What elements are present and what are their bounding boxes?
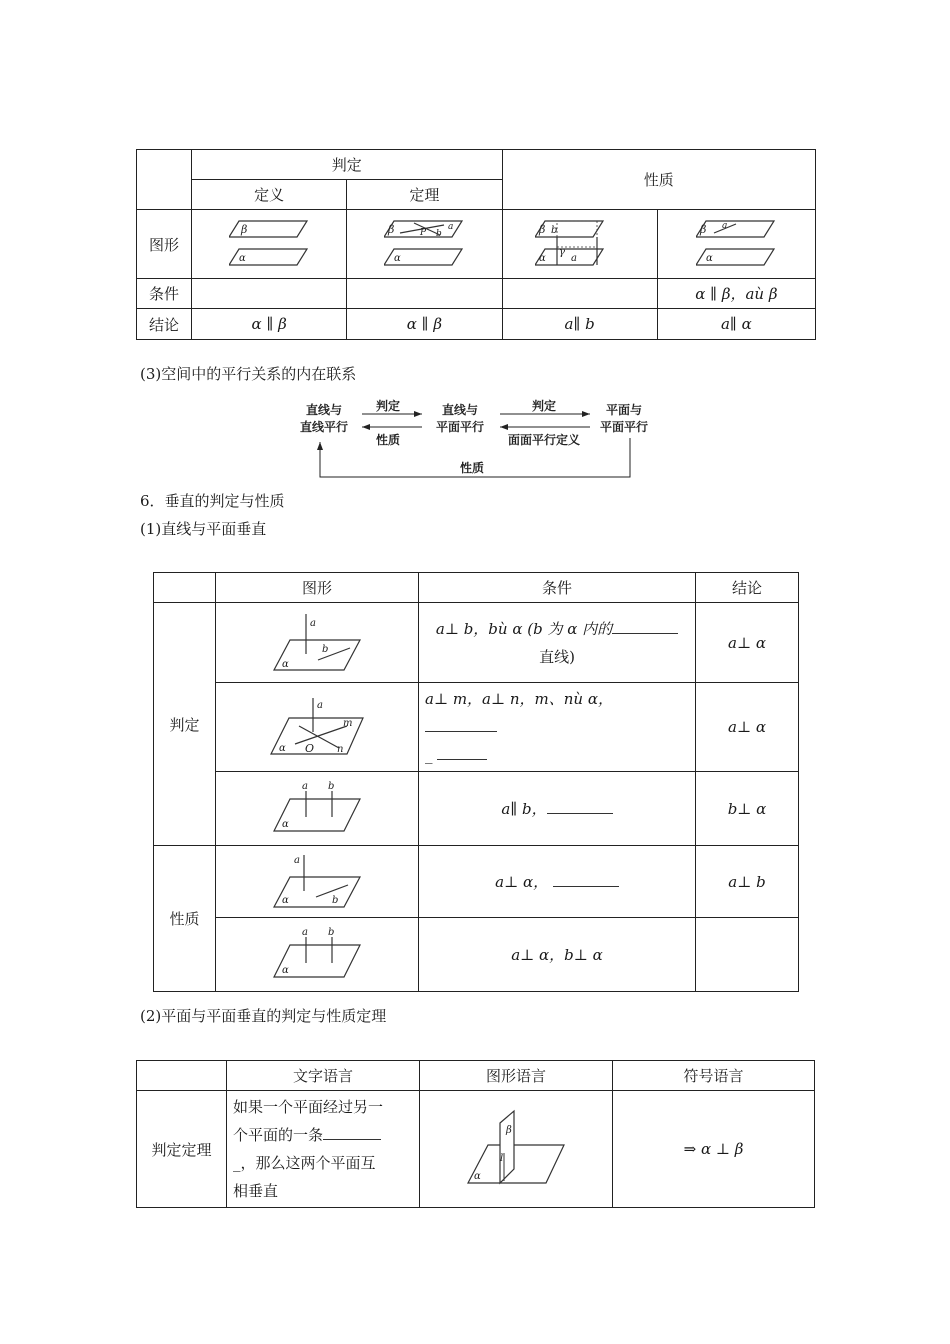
text-line-3: _，那么这两个平面互: [233, 1154, 376, 1172]
condition-text: a⊥ α，: [495, 873, 549, 891]
cond-definition: [192, 279, 347, 309]
label-O: O: [305, 742, 315, 755]
label-alpha: α: [282, 658, 289, 670]
answer-blank[interactable]: [612, 619, 678, 634]
group-judge: 判定: [154, 603, 216, 846]
condition-text: a⊥ b，bù α (b 为 α 内的: [435, 619, 613, 638]
conclusion-row-2: a⊥ α: [696, 683, 799, 772]
label-alpha: α: [239, 253, 246, 264]
answer-blank[interactable]: [553, 872, 619, 887]
label-a: a: [302, 926, 308, 938]
conclusion-row-3: b⊥ α: [696, 772, 799, 846]
label-gamma: γ: [558, 247, 565, 258]
section-3-title: (3)空间中的平行关系的内在联系: [140, 365, 357, 383]
arrow1-label-property: 性质: [376, 433, 401, 447]
header-figure: 图形: [216, 573, 419, 603]
label-a: a: [722, 221, 728, 231]
row-label-figure: 图形: [137, 210, 192, 279]
answer-blank[interactable]: [547, 799, 613, 814]
header-condition: 条件: [419, 573, 696, 603]
label-beta: β: [388, 223, 395, 236]
parallel-planes-property-figure: [535, 219, 625, 269]
figure-language-cell: [420, 1091, 613, 1208]
text-line-1: 如果一个平面经过另一: [233, 1098, 384, 1116]
answer-blank[interactable]: [425, 717, 497, 732]
line-perp-property-figure: [272, 853, 362, 911]
condition-row-2: [419, 683, 696, 772]
text-line-4: 相垂直: [233, 1182, 279, 1200]
concl-property-2: a∥ α: [657, 309, 815, 340]
concl-definition: α ∥ β: [192, 309, 347, 340]
figure-row-2: [216, 683, 419, 772]
header-definition: 定义: [192, 180, 347, 210]
header-text-language: 文字语言: [227, 1061, 420, 1091]
label-n: n: [337, 744, 344, 755]
label-alpha: α: [538, 253, 546, 264]
node-line-plane-1: 直线与: [442, 403, 479, 417]
header-figure-language: 图形语言: [420, 1061, 613, 1091]
line-perp-two-lines-figure: [269, 696, 365, 758]
node-line-line-2: 直线平行: [300, 420, 349, 434]
group-property: 性质: [154, 846, 216, 992]
conclusion-row-1: a⊥ α: [696, 603, 799, 683]
conclusion-row-5: [696, 918, 799, 992]
row-label-condition: 条件: [137, 279, 192, 309]
label-beta: β: [538, 223, 545, 236]
condition-row-4: [419, 846, 696, 918]
label-b: b: [550, 225, 558, 236]
corner-cell: [137, 150, 192, 210]
figure-property-1: [502, 210, 657, 279]
parallel-planes-figure: [229, 219, 309, 269]
header-conclusion: 结论: [696, 573, 799, 603]
label-alpha: α: [282, 894, 289, 906]
parallel-relation-flow-diagram: [296, 396, 666, 482]
cond-property-2: α ∥ β，aù β: [657, 279, 815, 309]
line-perp-figure: [272, 612, 362, 674]
label-a: a: [317, 700, 323, 711]
answer-blank[interactable]: [437, 745, 487, 760]
figure-definition: [192, 210, 347, 279]
figure-property-2: [657, 210, 815, 279]
label-b: b: [328, 926, 335, 938]
corner-cell: [137, 1061, 227, 1091]
figure-row-1: [216, 603, 419, 683]
label-a: a: [294, 854, 300, 866]
figure-row-3: [216, 772, 419, 846]
answer-blank[interactable]: [323, 1125, 381, 1140]
label-alpha: α: [474, 1171, 481, 1182]
cond-theorem: [347, 279, 502, 309]
row-label-judge-theorem: 判定定理: [137, 1091, 227, 1208]
arrow1-label-judge: 判定: [376, 399, 401, 413]
section-6-1-title: (1)直线与平面垂直: [140, 520, 267, 538]
parallel-planes-line-figure: [696, 219, 776, 269]
concl-property-1: a∥ b: [502, 309, 657, 340]
label-a: a: [302, 780, 308, 792]
figure-row-4: [216, 846, 419, 918]
label-a: a: [570, 253, 577, 264]
symbol-language-cell: ⇒ α ⊥ β: [613, 1091, 815, 1208]
label-beta: β: [506, 1125, 512, 1136]
label-P: P: [420, 228, 427, 238]
header-symbol-language: 符号语言: [613, 1061, 815, 1091]
section-6-title: 6．垂直的判定与性质: [140, 492, 285, 510]
label-b: b: [436, 229, 443, 239]
table-line-plane-perpendicular: [153, 572, 799, 992]
label-alpha: α: [282, 818, 289, 830]
label-alpha: α: [706, 253, 714, 264]
label-b: b: [322, 643, 329, 655]
condition-row-5: a⊥ α，b⊥ α: [419, 918, 696, 992]
label-m: m: [343, 718, 353, 729]
parallel-lines-perp-figure: [272, 781, 362, 837]
figure-theorem: [347, 210, 502, 279]
node-plane-plane-2: 平面平行: [600, 420, 649, 434]
table-plane-plane-perpendicular: [136, 1060, 815, 1208]
label-alpha: α: [394, 253, 402, 264]
condition-text-2: 直线): [539, 647, 575, 666]
arrow2-label-judge: 判定: [532, 399, 557, 413]
parallel-planes-theorem-figure: [384, 219, 464, 269]
row-label-conclusion: 结论: [137, 309, 192, 340]
concl-theorem: α ∥ β: [347, 309, 502, 340]
label-beta: β: [700, 223, 707, 236]
text-language-cell: [227, 1091, 420, 1208]
text-line-2: 个平面的一条: [233, 1126, 324, 1144]
label-alpha: α: [279, 743, 286, 754]
label-a: a: [310, 617, 316, 629]
arrow2-label-definition: 面面平行定义: [508, 433, 581, 447]
label-b: b: [328, 780, 335, 792]
perpendicular-planes-figure: [466, 1109, 566, 1189]
node-plane-plane-1: 平面与: [606, 403, 643, 417]
header-judge: 判定: [192, 150, 502, 180]
condition-text-2: _: [425, 746, 433, 764]
header-property: 性质: [502, 150, 815, 210]
label-alpha: α: [282, 964, 289, 976]
corner-cell: [154, 573, 216, 603]
cond-property-1: [502, 279, 657, 309]
section-6-2-title: (2)平面与平面垂直的判定与性质定理: [140, 1007, 387, 1025]
conclusion-row-4: a⊥ b: [696, 846, 799, 918]
header-theorem: 定理: [347, 180, 502, 210]
table-plane-parallel: [136, 149, 816, 340]
label-beta: β: [241, 223, 248, 236]
condition-text: a⊥ m，a⊥ n，m、nù α，: [425, 690, 613, 708]
condition-text: a∥ b，: [501, 800, 547, 818]
condition-row-3: [419, 772, 696, 846]
figure-row-5: [216, 918, 419, 992]
loop-label-property: 性质: [460, 461, 485, 475]
node-line-plane-2: 平面平行: [436, 420, 485, 434]
label-l: l: [500, 1153, 504, 1164]
two-lines-perp-property-figure: [272, 927, 362, 983]
node-line-line-1: 直线与: [306, 403, 343, 417]
label-b: b: [332, 894, 339, 906]
condition-row-1: [419, 603, 696, 683]
label-a: a: [448, 222, 454, 232]
